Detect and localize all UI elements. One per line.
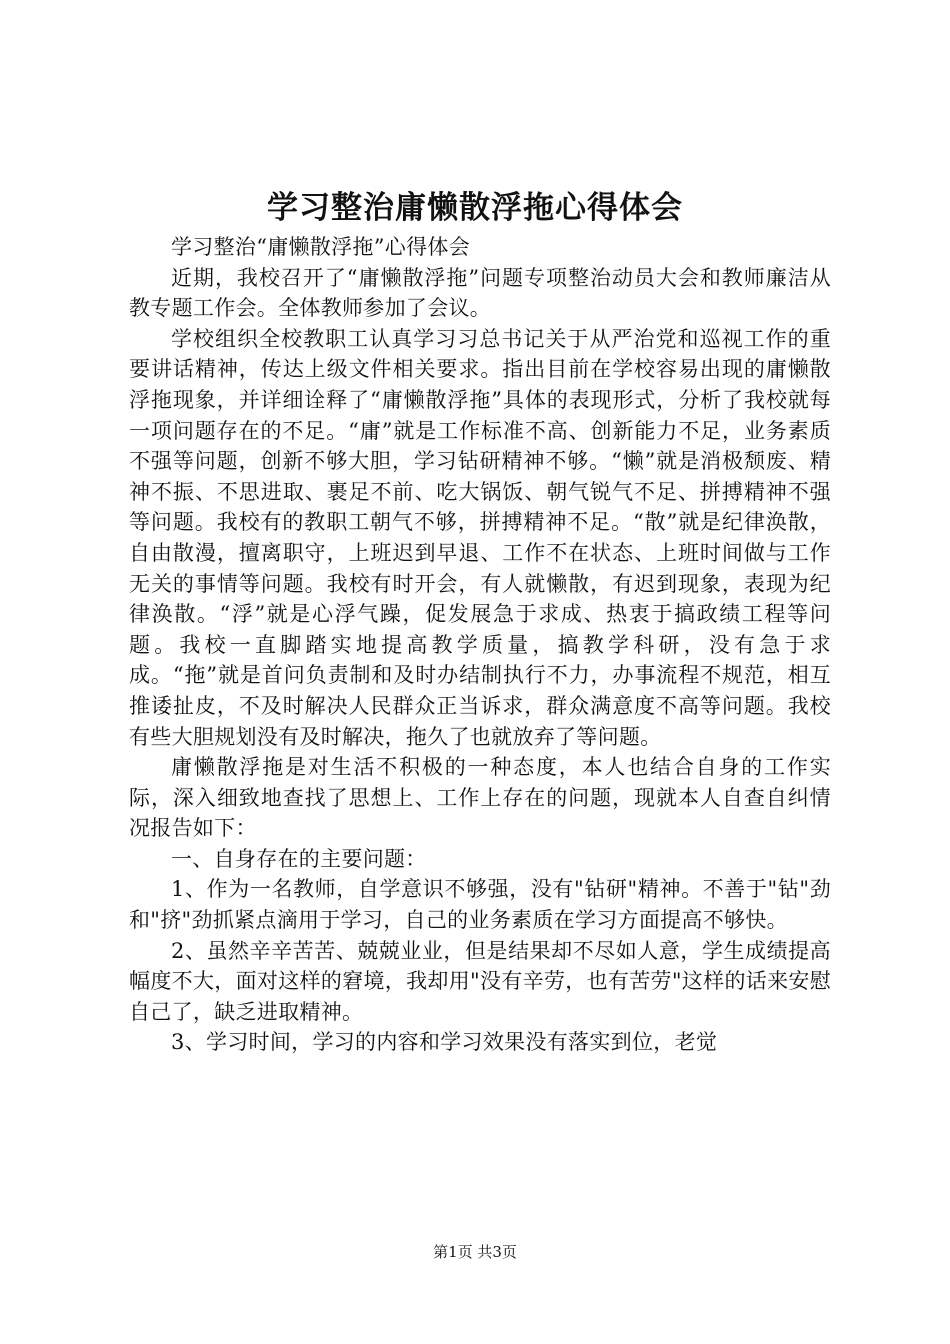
list-item-problem-1: 1、作为一名教师，自学意识不够强，没有"钻研"精神。不善于"钻"劲和"挤"劲抓紧点滴用于学习，自己的业务素质在学习方面提高不够快。 — [129, 877, 831, 933]
paragraph-intro: 近期，我校召开了“庸懒散浮拖”问题专项整治动员大会和教师廉洁从教专题工作会。全体教师参加了会议。 — [129, 265, 831, 321]
document-title: 学习整治庸懒散浮拖心得体会 — [267, 190, 683, 226]
document-body — [129, 232, 831, 1058]
paragraph-self-review: 庸懒散浮拖是对生活不积极的一种态度，本人也结合自身的工作实际，深入细致地查找了思想上、工作上存在的问题，现就本人自查自纠情况报告如下： — [129, 755, 831, 841]
list-item-problem-3: 3、学习时间，学习的内容和学习效果没有落实到位，老觉 — [171, 1030, 718, 1055]
paragraph-problems-description: 学校组织全校教职工认真学习习总书记关于从严治党和巡视工作的重要讲话精神，传达上级文件相关要求。指出目前在学校容易出现的庸懒散浮拖现象，并详细诠释了“庸懒散浮拖”具体的表现形式，分析了我校就每一项问题存在的不足。“庸”就是工作标准不高、创新能力不足，业务素质不强等问题，创新不够大胆，学习钻研精神不够。“懒”就是消极颓废、精神不振、不思进取、裹足不前、吃大锅饭、朝气锐气不足、拼搏精神不强等问题。我校有的教职工朝气不够，拼搏精神不足。“散”就是纪律涣散，自由散漫，擅离职守，上班迟到早退、工作不在状态、上班时间做与工作无关的事情等问题。我校有时开会，有人就懒散，有迟到现象，表现为纪律涣散。“浮”就是心浮气躁，促发展急于求成、热衷于搞政绩工程等问题。我校一直脚踏实地提高教学质量，搞教学科研，没有急于求成。“拖”就是首问负责制和及时办结制执行不力，办事流程不规范，相互推诿扯皮，不及时解决人民群众正当诉求，群众满意度不高等问题。我校有些大胆规划没有及时解决，拖久了也就放弃了等问题。 — [129, 326, 831, 749]
page-number-footer: 第1页 共3页 — [433, 1243, 517, 1261]
section-heading-main-problems: 一、自身存在的主要问题： — [171, 846, 427, 871]
paragraph-subtitle: 学习整治“庸懒散浮拖”心得体会 — [171, 235, 470, 259]
list-item-problem-2: 2、虽然辛辛苦苦、兢兢业业，但是结果却不尽如人意，学生成绩提高幅度不大，面对这样的窘境，我却用"没有辛劳，也有苦劳"这样的话来安慰自己了，缺乏进取精神。 — [129, 938, 831, 1024]
